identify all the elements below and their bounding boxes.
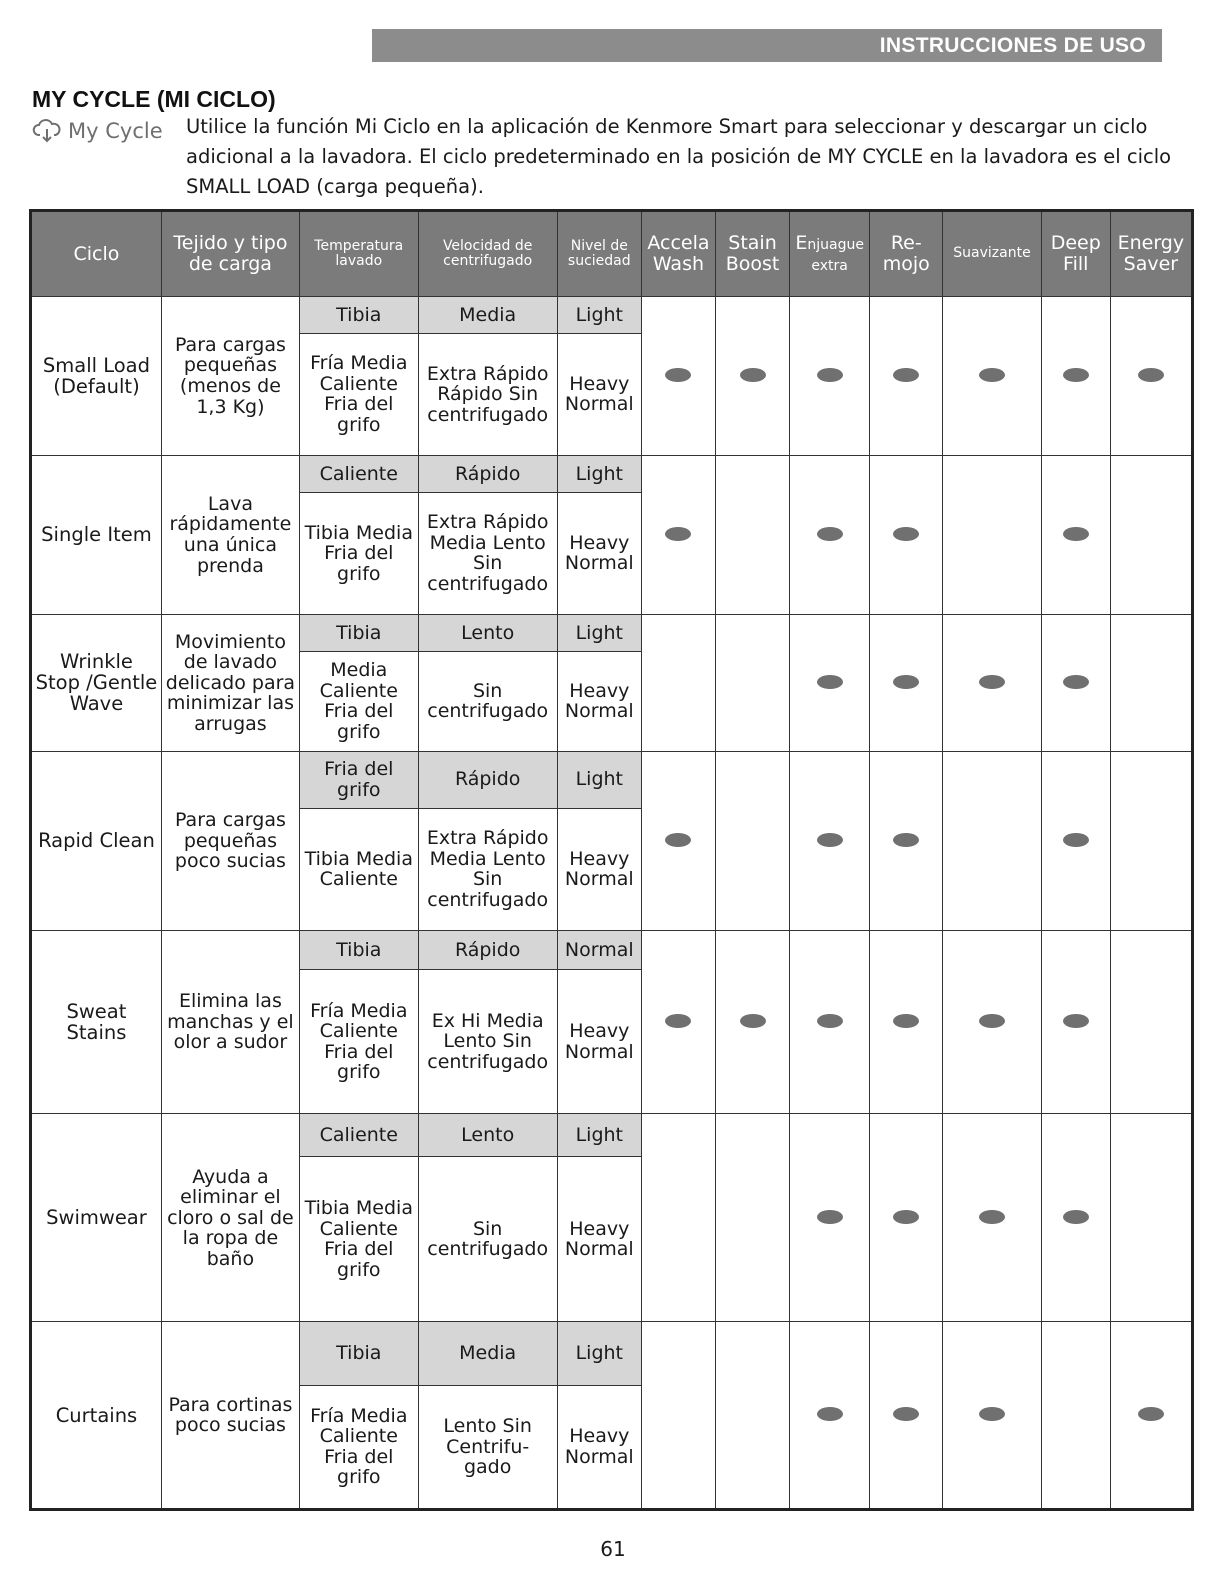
table-row <box>31 1114 1193 1157</box>
option-remojo <box>870 456 943 615</box>
option-dot-icon <box>893 1014 919 1028</box>
cycle-description: Movimiento de lavado delicado para minimizar las arrugas <box>161 615 299 752</box>
option-deep-fill <box>1041 930 1110 1113</box>
temperature-default: Tibia <box>299 1322 418 1385</box>
temperature-options: Tibia Media Caliente Fria del grifo <box>299 1157 418 1322</box>
option-enjuague <box>790 751 870 930</box>
soil-options: Heavy Normal <box>557 1157 641 1322</box>
option-dot-icon <box>1063 833 1089 847</box>
table-row <box>31 456 1193 493</box>
soil-default: Light <box>557 1114 641 1157</box>
option-dot-icon <box>979 1407 1005 1421</box>
header-accela-wash: Accela Wash <box>641 211 715 297</box>
option-remojo <box>870 930 943 1113</box>
header-deep-fill: Deep Fill <box>1041 211 1110 297</box>
cycle-description: Ayuda a eliminar el cloro o sal de la ropa de baño <box>161 1114 299 1322</box>
option-accela-wash <box>641 615 715 752</box>
cycle-description: Lava rápidamente una única prenda <box>161 456 299 615</box>
soil-options: Heavy Normal <box>557 1385 641 1509</box>
cycle-description: Elimina las manchas y el olor a sudor <box>161 930 299 1113</box>
option-remojo <box>870 1322 943 1510</box>
temperature-options: Tibia Media Fria del grifo <box>299 492 418 614</box>
option-dot-icon <box>817 1407 843 1421</box>
spin-options: Extra Rápido Media Lento Sin centrifugado <box>418 492 557 614</box>
soil-options: Heavy Normal <box>557 492 641 614</box>
soil-default: Light <box>557 615 641 652</box>
spin-default: Rápido <box>418 930 557 969</box>
header-nivel: Nivel de suciedad <box>557 211 641 297</box>
temperature-options: Fría Media Caliente Fria del grifo <box>299 333 418 455</box>
spin-options: Extra Rápido Media Lento Sin centrifugado <box>418 808 557 930</box>
option-dot-icon <box>979 368 1005 382</box>
option-remojo <box>870 615 943 752</box>
cycle-name: Curtains <box>31 1322 162 1510</box>
option-dot-icon <box>740 368 766 382</box>
page-number: 61 <box>600 1537 626 1561</box>
option-energy-saver <box>1110 751 1192 930</box>
temperature-default: Fria del grifo <box>299 751 418 808</box>
soil-default: Light <box>557 456 641 493</box>
option-dot-icon <box>817 1014 843 1028</box>
spin-options: Ex Hi Media Lento Sin centrifugado <box>418 969 557 1114</box>
option-dot-icon <box>817 527 843 541</box>
option-dot-icon <box>1063 1014 1089 1028</box>
option-accela-wash <box>641 456 715 615</box>
option-energy-saver <box>1110 615 1192 752</box>
spin-options: Sin centrifugado <box>418 1157 557 1322</box>
cycle-name: Small Load (Default) <box>31 297 162 456</box>
cycle-name: Rapid Clean <box>31 751 162 930</box>
option-dot-icon <box>1063 368 1089 382</box>
cycle-name: Wrinkle Stop /Gentle Wave <box>31 615 162 752</box>
option-dot-icon <box>740 1014 766 1028</box>
spin-default: Lento <box>418 1114 557 1157</box>
option-dot-icon <box>893 1210 919 1224</box>
option-dot-icon <box>893 368 919 382</box>
option-dot-icon <box>665 833 691 847</box>
option-deep-fill <box>1041 1114 1110 1322</box>
section-header-bar: INSTRUCCIONES DE USO <box>372 29 1162 62</box>
temperature-default: Tibia <box>299 297 418 334</box>
option-stain-boost <box>715 297 789 456</box>
cycle-description: Para cargas pequeñas (menos de 1,3 Kg) <box>161 297 299 456</box>
cycle-options-table <box>29 209 1194 1511</box>
temperature-options: Fría Media Caliente Fria del grifo <box>299 1385 418 1509</box>
option-dot-icon <box>979 1014 1005 1028</box>
cloud-download-icon <box>32 118 62 144</box>
soil-default: Light <box>557 751 641 808</box>
cycle-description: Para cargas pequeñas poco sucias <box>161 751 299 930</box>
option-remojo <box>870 751 943 930</box>
temperature-default: Tibia <box>299 930 418 969</box>
soil-default: Light <box>557 1322 641 1385</box>
option-dot-icon <box>665 368 691 382</box>
option-dot-icon <box>1138 1407 1164 1421</box>
option-accela-wash <box>641 1114 715 1322</box>
option-energy-saver <box>1110 1114 1192 1322</box>
header-enjuague-rest: njuague extra <box>807 237 864 274</box>
header-energy-saver: Energy Saver <box>1110 211 1192 297</box>
option-dot-icon <box>817 675 843 689</box>
temperature-options: Media Caliente Fria del grifo <box>299 651 418 751</box>
my-cycle-logo-label: My Cycle <box>68 119 163 143</box>
soil-options: Heavy Normal <box>557 969 641 1114</box>
option-suavizante <box>943 297 1041 456</box>
option-suavizante <box>943 930 1041 1113</box>
cycle-description: Para cortinas poco sucias <box>161 1322 299 1510</box>
header-tejido: Tejido y tipo de carga <box>161 211 299 297</box>
option-dot-icon <box>817 1210 843 1224</box>
option-stain-boost <box>715 1114 789 1322</box>
option-stain-boost <box>715 615 789 752</box>
option-suavizante <box>943 615 1041 752</box>
table-row <box>31 297 1193 334</box>
page-title: MY CYCLE (MI CICLO) <box>32 86 276 112</box>
option-stain-boost <box>715 456 789 615</box>
option-enjuague <box>790 615 870 752</box>
option-accela-wash <box>641 1322 715 1510</box>
option-dot-icon <box>817 368 843 382</box>
option-dot-icon <box>1138 368 1164 382</box>
option-dot-icon <box>893 833 919 847</box>
option-dot-icon <box>893 675 919 689</box>
cycle-name: Swimwear <box>31 1114 162 1322</box>
my-cycle-logo <box>32 116 163 146</box>
option-dot-icon <box>1063 675 1089 689</box>
option-deep-fill <box>1041 615 1110 752</box>
option-enjuague <box>790 1114 870 1322</box>
soil-default: Normal <box>557 930 641 969</box>
option-accela-wash <box>641 930 715 1113</box>
option-stain-boost <box>715 1322 789 1510</box>
spin-default: Lento <box>418 615 557 652</box>
option-energy-saver <box>1110 930 1192 1113</box>
option-dot-icon <box>1063 527 1089 541</box>
option-deep-fill <box>1041 456 1110 615</box>
spin-default: Media <box>418 1322 557 1385</box>
option-suavizante <box>943 456 1041 615</box>
option-accela-wash <box>641 751 715 930</box>
option-enjuague <box>790 930 870 1113</box>
option-stain-boost <box>715 751 789 930</box>
option-energy-saver <box>1110 1322 1192 1510</box>
option-remojo <box>870 297 943 456</box>
header-enjuague-extra <box>790 211 870 297</box>
header-enjuague-initial: E <box>795 232 808 255</box>
soil-default: Light <box>557 297 641 334</box>
table-row <box>31 615 1193 652</box>
soil-options: Heavy Normal <box>557 651 641 751</box>
option-enjuague <box>790 456 870 615</box>
header-suavizante: Suavizante <box>943 211 1041 297</box>
temperature-default: Tibia <box>299 615 418 652</box>
option-dot-icon <box>979 675 1005 689</box>
temperature-default: Caliente <box>299 1114 418 1157</box>
option-dot-icon <box>665 527 691 541</box>
cycle-name: Sweat Stains <box>31 930 162 1113</box>
option-dot-icon <box>979 1210 1005 1224</box>
header-temperatura: Temperatura lavado <box>299 211 418 297</box>
table-body <box>31 297 1193 1510</box>
option-suavizante <box>943 1114 1041 1322</box>
option-remojo <box>870 1114 943 1322</box>
table-row <box>31 930 1193 969</box>
spin-options: Lento Sin Centrifu- gado <box>418 1385 557 1509</box>
option-dot-icon <box>1063 1210 1089 1224</box>
option-stain-boost <box>715 930 789 1113</box>
header-stain-boost: Stain Boost <box>715 211 789 297</box>
option-enjuague <box>790 1322 870 1510</box>
option-suavizante <box>943 1322 1041 1510</box>
option-deep-fill <box>1041 297 1110 456</box>
option-dot-icon <box>665 1014 691 1028</box>
option-energy-saver <box>1110 456 1192 615</box>
spin-default: Media <box>418 297 557 334</box>
option-dot-icon <box>893 1407 919 1421</box>
table-header-row <box>31 211 1193 297</box>
option-dot-icon <box>893 527 919 541</box>
option-suavizante <box>943 751 1041 930</box>
option-energy-saver <box>1110 297 1192 456</box>
header-ciclo: Ciclo <box>31 211 162 297</box>
spin-default: Rápido <box>418 751 557 808</box>
option-deep-fill <box>1041 1322 1110 1510</box>
temperature-options: Tibia Media Caliente <box>299 808 418 930</box>
option-deep-fill <box>1041 751 1110 930</box>
intro-paragraph: Utilice la función Mi Ciclo en la aplicación de Kenmore Smart para seleccionar y descargar un ciclo adicional a la lavadora. El ciclo predeterminado en la posición de MY CYCLE en la lavadora es el ciclo SMALL LOAD (carga pequeña). <box>186 115 1172 198</box>
table-row <box>31 751 1193 808</box>
option-accela-wash <box>641 297 715 456</box>
spin-options: Extra Rápido Rápido Sin centrifugado <box>418 333 557 455</box>
option-dot-icon <box>817 833 843 847</box>
table-row <box>31 1322 1193 1385</box>
spin-default: Rápido <box>418 456 557 493</box>
temperature-options: Fría Media Caliente Fria del grifo <box>299 969 418 1114</box>
temperature-default: Caliente <box>299 456 418 493</box>
soil-options: Heavy Normal <box>557 333 641 455</box>
spin-options: Sin centrifugado <box>418 651 557 751</box>
cycle-name: Single Item <box>31 456 162 615</box>
soil-options: Heavy Normal <box>557 808 641 930</box>
header-remojo: Re- mojo <box>870 211 943 297</box>
option-enjuague <box>790 297 870 456</box>
header-velocidad: Velocidad de centrifugado <box>418 211 557 297</box>
